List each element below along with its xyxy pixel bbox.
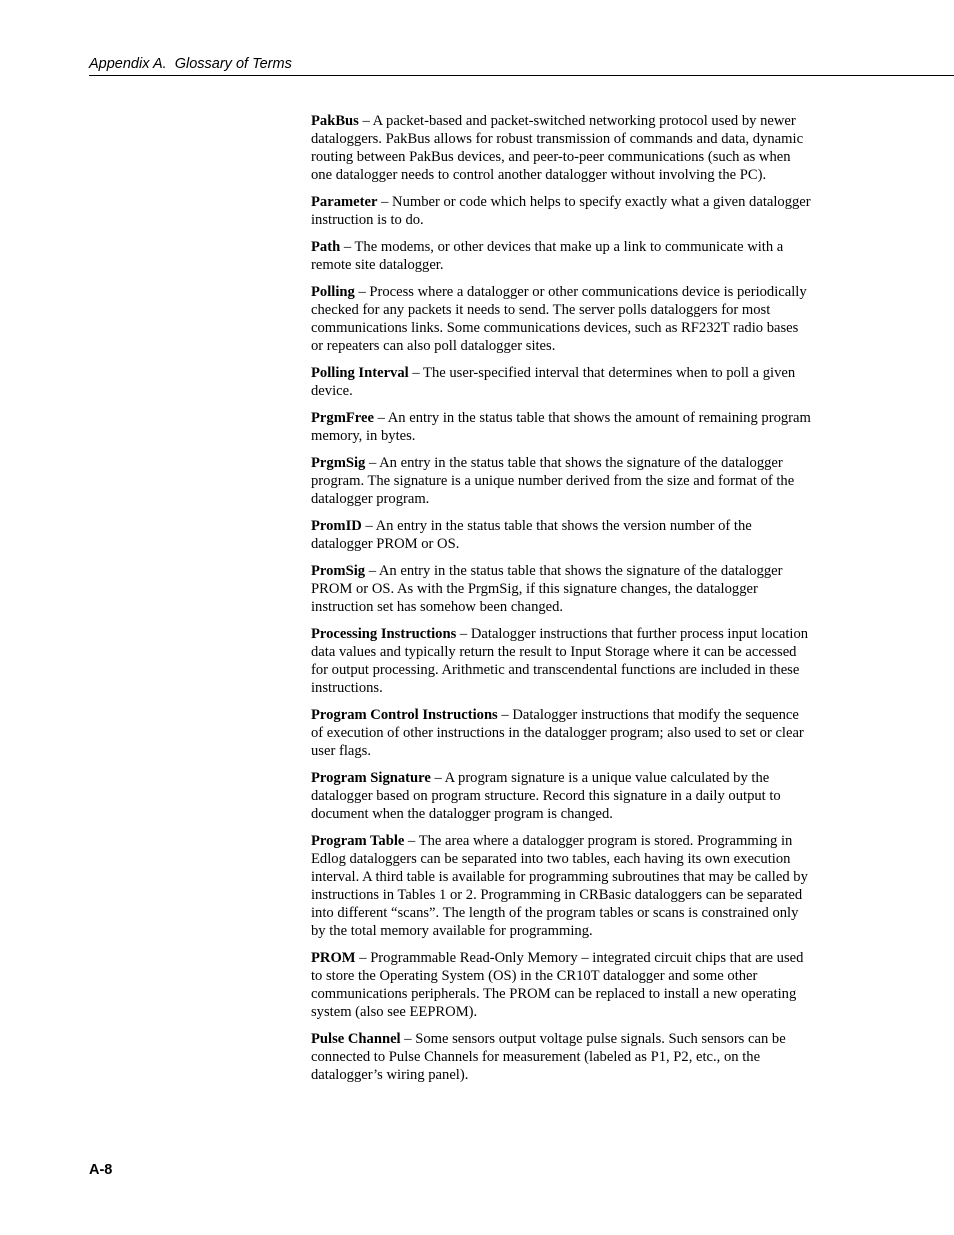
glossary-definition: – A packet-based and packet-switched networking protocol used by newer dataloggers. PakBus allows for robust transmission of commands and data, dynamic routing between PakBus devices, and peer-to-peer communications (such as when one datalogger needs to control another datalogger without involving the PC). bbox=[311, 113, 804, 183]
glossary-entry bbox=[311, 625, 811, 697]
glossary-term: PROM bbox=[311, 950, 356, 966]
glossary-term: Program Table bbox=[311, 833, 405, 849]
glossary-entry bbox=[311, 112, 811, 184]
page-header bbox=[89, 55, 954, 76]
glossary-entry bbox=[311, 562, 811, 616]
glossary-term: Parameter bbox=[311, 194, 378, 210]
glossary-list bbox=[311, 112, 811, 1093]
glossary-definition: – An entry in the status table that shows the amount of remaining program memory, in bytes. bbox=[311, 410, 811, 444]
page-header-title: Appendix A. Glossary of Terms bbox=[89, 56, 292, 72]
glossary-definition: – Datalogger instructions that modify the sequence of execution of other instructions in the datalogger program; also used to set or clear user flags. bbox=[311, 707, 804, 759]
glossary-definition: – An entry in the status table that shows the signature of the datalogger program. The signature is a unique number derived from the size and format of the datalogger program. bbox=[311, 455, 795, 507]
glossary-definition: – An entry in the status table that shows the signature of the datalogger PROM or OS. As with the PrgmSig, if this signature changes, the datalogger instruction set has somehow been changed. bbox=[311, 563, 783, 615]
glossary-term: Polling bbox=[311, 284, 355, 300]
glossary-entry bbox=[311, 832, 811, 940]
glossary-term: PromSig bbox=[311, 563, 366, 579]
glossary-term: Processing Instructions bbox=[311, 626, 457, 642]
glossary-entry bbox=[311, 409, 811, 445]
glossary-entry bbox=[311, 949, 811, 1021]
glossary-term: PromID bbox=[311, 518, 362, 534]
glossary-term: Polling Interval bbox=[311, 365, 409, 381]
glossary-entry bbox=[311, 193, 811, 229]
glossary-definition: – Process where a datalogger or other communications device is periodically checked for any packets it needs to send. The server polls dataloggers for most communications links. Some communications devices, such as RF232T radio bases or repeaters can also poll datalogger sites. bbox=[311, 284, 807, 354]
glossary-term: PrgmSig bbox=[311, 455, 366, 471]
glossary-term: PrgmFree bbox=[311, 410, 374, 426]
glossary-entry bbox=[311, 238, 811, 274]
glossary-term: Path bbox=[311, 239, 341, 255]
glossary-definition: – Some sensors output voltage pulse signals. Such sensors can be connected to Pulse Channels for measurement (labeled as P1, P2, etc., on the datalogger’s wiring panel). bbox=[311, 1031, 786, 1083]
glossary-entry bbox=[311, 283, 811, 355]
page-number: A-8 bbox=[89, 1162, 113, 1178]
glossary-entry bbox=[311, 706, 811, 760]
glossary-entry bbox=[311, 1030, 811, 1084]
glossary-term: Program Control Instructions bbox=[311, 707, 498, 723]
glossary-term: Program Signature bbox=[311, 770, 431, 786]
glossary-definition: – The area where a datalogger program is stored. Programming in Edlog dataloggers can be separated into two tables, each having its own execution interval. A third table is available for programming subroutines that may be called by instructions in Tables 1 or 2. Programming in CRBasic dataloggers can be separated into different “scans”. The length of the program tables or scans is constrained only by the total memory available for programming. bbox=[311, 833, 808, 939]
glossary-entry bbox=[311, 769, 811, 823]
glossary-definition: – A program signature is a unique value calculated by the datalogger based on program structure. Record this signature in a daily output to document when the datalogger program is changed. bbox=[311, 770, 781, 822]
glossary-definition: – Programmable Read-Only Memory – integrated circuit chips that are used to store the Operating System (OS) in the CR10T datalogger and some other communications peripherals. The PROM can be replaced to install a new operating system (also see EEPROM). bbox=[311, 950, 804, 1020]
glossary-entry bbox=[311, 454, 811, 508]
glossary-definition: – Number or code which helps to specify exactly what a given datalogger instruction is to do. bbox=[311, 194, 811, 228]
glossary-definition: – Datalogger instructions that further process input location data values and typically return the result to Input Storage where it can be accessed for output processing. Arithmetic and transcendental functions are included in these instructions. bbox=[311, 626, 809, 696]
glossary-entry bbox=[311, 517, 811, 553]
glossary-entry bbox=[311, 364, 811, 400]
glossary-term: PakBus bbox=[311, 113, 359, 129]
glossary-definition: – The modems, or other devices that make up a link to communicate with a remote site datalogger. bbox=[311, 239, 784, 273]
glossary-term: Pulse Channel bbox=[311, 1031, 401, 1047]
glossary-definition: – An entry in the status table that shows the version number of the datalogger PROM or OS. bbox=[311, 518, 752, 552]
glossary-definition: – The user-specified interval that determines when to poll a given device. bbox=[311, 365, 796, 399]
